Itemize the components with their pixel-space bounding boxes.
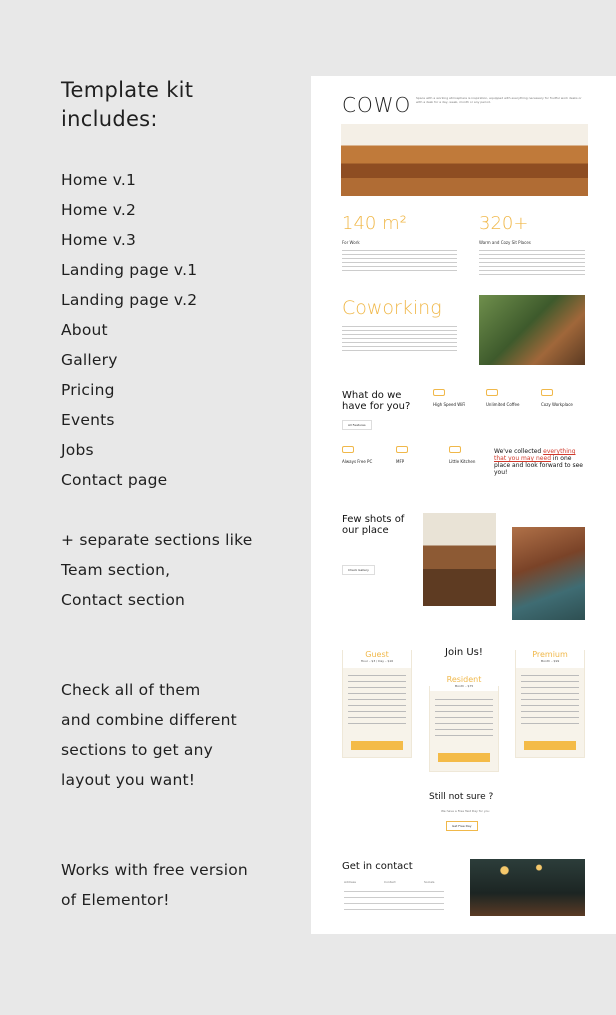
gallery-image xyxy=(512,527,585,620)
hero-tagline: Space with a working atmosphere is inspiration, equipped with everything necessary for fruitful work desks or with a desk for a day, week, month or any period. xyxy=(416,96,582,104)
contact-image xyxy=(470,859,585,916)
text-line: Works with free version xyxy=(61,861,248,879)
stat-places-label: Warm and Cozy Sit Places xyxy=(479,240,531,245)
site-logo: COWO xyxy=(342,93,412,117)
feature-label: Cozy Workplace xyxy=(541,402,573,407)
list-item: Landing page v.2 xyxy=(61,291,198,309)
plan-price: Month – $75 xyxy=(430,684,498,691)
contact-col-label: Address xyxy=(344,880,356,884)
feature-label: High Speed WiFi xyxy=(433,402,466,407)
gallery-image xyxy=(423,513,496,606)
stat-area: 140 m² xyxy=(342,213,407,234)
feature-label: Little Kitchen xyxy=(449,459,476,464)
plan-name: Resident xyxy=(430,675,498,684)
gallery-heading: Few shots of our place xyxy=(342,514,405,536)
list-item: Jobs xyxy=(61,441,94,459)
contact-heading: Get in contact xyxy=(342,861,413,872)
list-item: Gallery xyxy=(61,351,118,369)
text-line: Check all of them xyxy=(61,681,201,699)
list-item: Home v.2 xyxy=(61,201,137,219)
contact-col-label: Contact xyxy=(384,880,396,884)
text-line: Team section, xyxy=(61,561,171,579)
plan-price: Hour – $3 / Day – $16 xyxy=(343,659,411,668)
plan-name: Premium xyxy=(516,650,584,659)
join-button[interactable] xyxy=(351,741,403,750)
elementor-text xyxy=(61,855,248,915)
kitchen-icon xyxy=(449,446,461,453)
join-button[interactable] xyxy=(524,741,576,750)
printer-icon xyxy=(396,446,408,453)
plan-card-premium xyxy=(515,650,585,758)
page-list xyxy=(61,165,197,495)
coworking-text xyxy=(342,326,457,352)
stat-area-label: For Work xyxy=(342,240,360,245)
check-gallery-button[interactable]: Check Gallery xyxy=(342,565,375,575)
collected-text-end: in one place and look forward to see you! xyxy=(494,455,583,476)
collected-text xyxy=(494,448,586,476)
coworking-image xyxy=(479,295,585,365)
free-day-text: We have a Free Test Day for you xyxy=(441,809,490,813)
list-item: Contact page xyxy=(61,471,168,489)
workplace-icon xyxy=(541,389,553,396)
collected-link[interactable]: everything that you may need xyxy=(494,448,576,462)
plan-card-guest xyxy=(342,650,412,758)
join-heading: Join Us! xyxy=(445,647,483,658)
text-line: of Elementor! xyxy=(61,891,170,909)
plan-card-resident xyxy=(429,675,499,772)
plan-features xyxy=(435,699,493,739)
list-item: Landing page v.1 xyxy=(61,261,198,279)
kit-title: Template kit includes: xyxy=(61,78,194,131)
list-item: Home v.3 xyxy=(61,231,137,249)
text-line: sections to get any xyxy=(61,741,213,759)
feature-label: Unlimited Coffee xyxy=(486,402,520,407)
list-item: Events xyxy=(61,411,115,429)
stat-places: 320+ xyxy=(479,213,529,234)
plan-features xyxy=(348,675,406,725)
wifi-icon xyxy=(433,389,445,396)
plan-price: Month – $99 xyxy=(516,659,584,668)
join-button[interactable] xyxy=(438,753,490,762)
collected-text-start: We've collected xyxy=(494,448,544,455)
text-line: Contact section xyxy=(61,591,186,609)
text-line: layout you want! xyxy=(61,771,196,789)
feature-label: Always Free PC xyxy=(342,459,373,464)
feature-label: MFP xyxy=(396,459,405,464)
pc-icon xyxy=(342,446,354,453)
plan-features xyxy=(521,675,579,725)
combine-text xyxy=(61,675,237,795)
features-heading: What do we have for you? xyxy=(342,390,411,412)
list-item: About xyxy=(61,321,108,339)
list-item: Pricing xyxy=(61,381,115,399)
plan-name: Guest xyxy=(343,650,411,659)
all-features-button[interactable]: All Features xyxy=(342,420,372,430)
contact-details xyxy=(344,891,444,911)
still-not-sure-heading: Still not sure ? xyxy=(429,792,494,802)
text-line: + separate sections like xyxy=(61,531,253,549)
separate-sections-text xyxy=(61,525,252,615)
contact-col-label: Socials xyxy=(424,880,435,884)
stat-places-text xyxy=(479,250,585,276)
coffee-icon xyxy=(486,389,498,396)
text-line: and combine different xyxy=(61,711,237,729)
hero-image xyxy=(341,124,588,196)
free-day-button[interactable]: Get Free Day xyxy=(446,821,478,831)
stat-area-text xyxy=(342,250,457,272)
coworking-heading: Coworking xyxy=(342,297,442,319)
list-item: Home v.1 xyxy=(61,171,137,189)
template-preview xyxy=(311,76,616,934)
